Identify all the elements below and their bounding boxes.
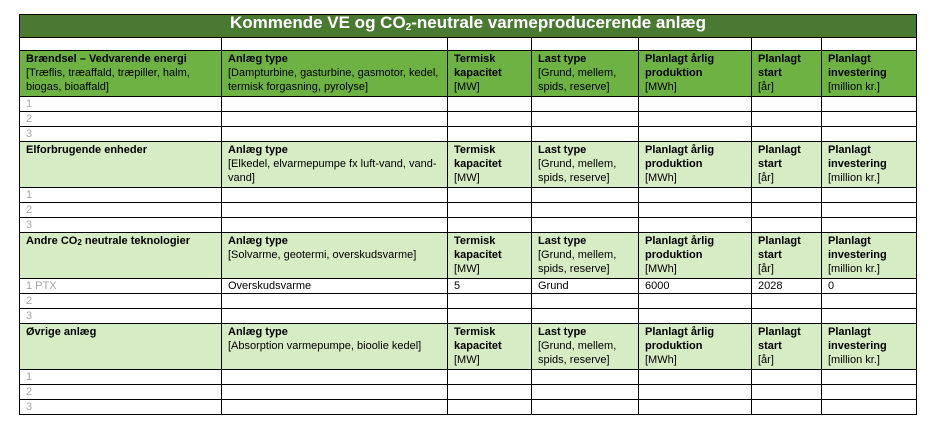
investment-cell[interactable]	[822, 400, 917, 415]
production-cell[interactable]	[639, 400, 752, 415]
anlaeg-cell[interactable]: Overskudsvarme	[222, 279, 448, 294]
anlaeg-type-header: Anlæg type [Absorption varmepumpe, bioolie kedel]	[222, 324, 448, 370]
production-header: Planlagt årlig produktion [MWh]	[639, 142, 752, 188]
table-row	[20, 294, 917, 309]
section-header-oevrige	[20, 324, 917, 370]
load-cell[interactable]: Grund	[532, 279, 639, 294]
investment-header: Planlagt investering [million kr.]	[822, 233, 917, 279]
capacity-cell[interactable]	[448, 188, 532, 203]
production-cell[interactable]	[639, 188, 752, 203]
load-cell[interactable]	[532, 112, 639, 127]
load-type-header: Last type [Grund, mellem, spids, reserve]	[532, 51, 639, 97]
capacity-header: Termisk kapacitet [MW]	[448, 324, 532, 370]
anlaeg-cell[interactable]	[222, 97, 448, 112]
investment-header: Planlagt investering [million kr.]	[822, 51, 917, 97]
table-row	[20, 218, 917, 233]
row-index: 2	[20, 112, 222, 127]
table-row	[20, 370, 917, 385]
investment-cell[interactable]: 0	[822, 279, 917, 294]
table-row	[20, 400, 917, 415]
production-cell[interactable]	[639, 309, 752, 324]
start-cell[interactable]	[752, 97, 822, 112]
capacity-cell[interactable]	[448, 385, 532, 400]
capacity-cell[interactable]	[448, 112, 532, 127]
start-cell[interactable]	[752, 127, 822, 142]
category-cell: Elforbrugende enheder	[20, 142, 222, 188]
production-cell[interactable]	[639, 294, 752, 309]
start-header: Planlagt start [år]	[752, 142, 822, 188]
load-cell[interactable]	[532, 309, 639, 324]
row-index: 1 PTX	[20, 279, 222, 294]
production-cell[interactable]	[639, 127, 752, 142]
anlaeg-cell[interactable]	[222, 294, 448, 309]
anlaeg-cell[interactable]	[222, 112, 448, 127]
table-row	[20, 203, 917, 218]
production-cell[interactable]	[639, 370, 752, 385]
start-header: Planlagt start [år]	[752, 233, 822, 279]
anlaeg-cell[interactable]	[222, 370, 448, 385]
table-row	[20, 188, 917, 203]
anlaeg-cell[interactable]	[222, 385, 448, 400]
investment-cell[interactable]	[822, 218, 917, 233]
table-row	[20, 309, 917, 324]
spacer-row	[20, 38, 917, 51]
production-cell[interactable]	[639, 112, 752, 127]
start-cell[interactable]	[752, 370, 822, 385]
category-cell: Andre $CO_2$ neutrale teknologier	[20, 233, 222, 279]
capacity-cell[interactable]	[448, 400, 532, 415]
start-cell[interactable]	[752, 203, 822, 218]
load-cell[interactable]	[532, 385, 639, 400]
capacity-header: Termisk kapacitet [MW]	[448, 233, 532, 279]
start-cell[interactable]	[752, 218, 822, 233]
production-header: Planlagt årlig produktion [MWh]	[639, 51, 752, 97]
production-cell[interactable]	[639, 218, 752, 233]
table-row	[20, 112, 917, 127]
start-cell[interactable]: 2028	[752, 279, 822, 294]
capacity-cell[interactable]	[448, 370, 532, 385]
load-type-header: Last type [Grund, mellem, spids, reserve]	[532, 324, 639, 370]
section-header-andre-co2	[20, 233, 917, 279]
investment-header: Planlagt investering [million kr.]	[822, 324, 917, 370]
load-cell[interactable]	[532, 400, 639, 415]
table-title: Kommende VE og $CO_2$-neutrale varmeproducerende anlæg	[20, 15, 917, 38]
load-cell[interactable]	[532, 203, 639, 218]
production-header: Planlagt årlig produktion [MWh]	[639, 324, 752, 370]
load-type-header: Last type [Grund, mellem, spids, reserve]	[532, 142, 639, 188]
investment-cell[interactable]	[822, 97, 917, 112]
load-cell[interactable]	[532, 370, 639, 385]
anlaeg-cell[interactable]	[222, 203, 448, 218]
table-row	[20, 127, 917, 142]
anlaeg-cell[interactable]	[222, 127, 448, 142]
start-cell[interactable]	[752, 188, 822, 203]
investment-cell[interactable]	[822, 294, 917, 309]
load-cell[interactable]	[532, 188, 639, 203]
anlaeg-cell[interactable]	[222, 400, 448, 415]
investment-cell[interactable]	[822, 370, 917, 385]
table-row	[20, 385, 917, 400]
planned-plants-table	[19, 14, 917, 415]
investment-header: Planlagt investering [million kr.]	[822, 142, 917, 188]
investment-cell[interactable]	[822, 203, 917, 218]
row-index: 3	[20, 127, 222, 142]
capacity-header: Termisk kapacitet [MW]	[448, 142, 532, 188]
category-cell: Øvrige anlæg	[20, 324, 222, 370]
investment-cell[interactable]	[822, 188, 917, 203]
load-cell[interactable]	[532, 218, 639, 233]
load-cell[interactable]	[532, 127, 639, 142]
capacity-header: Termisk kapacitet [MW]	[448, 51, 532, 97]
start-cell[interactable]	[752, 112, 822, 127]
production-header: Planlagt årlig produktion [MWh]	[639, 233, 752, 279]
production-cell[interactable]	[639, 97, 752, 112]
row-index: 1	[20, 188, 222, 203]
category-cell: Brændsel – Vedvarende energi [Træflis, træaffald, træpiller, halm, biogas, bioaffald]	[20, 51, 222, 97]
start-cell[interactable]	[752, 309, 822, 324]
anlaeg-type-header: Anlæg type [Solvarme, geotermi, overskudsvarme]	[222, 233, 448, 279]
load-cell[interactable]	[532, 97, 639, 112]
production-cell[interactable]	[639, 385, 752, 400]
capacity-cell[interactable]	[448, 97, 532, 112]
anlaeg-type-header: Anlæg type [Elkedel, elvarmepumpe fx luft-vand, vand- vand]	[222, 142, 448, 188]
table-row	[20, 279, 917, 294]
table-title-row	[20, 15, 917, 38]
anlaeg-cell[interactable]	[222, 188, 448, 203]
table-row	[20, 97, 917, 112]
capacity-cell[interactable]	[448, 127, 532, 142]
capacity-cell[interactable]	[448, 294, 532, 309]
investment-cell[interactable]	[822, 112, 917, 127]
row-index: 1	[20, 97, 222, 112]
row-index: 3	[20, 218, 222, 233]
anlaeg-cell[interactable]	[222, 309, 448, 324]
capacity-cell[interactable]: 5	[448, 279, 532, 294]
start-header: Planlagt start [år]	[752, 51, 822, 97]
anlaeg-cell[interactable]	[222, 218, 448, 233]
row-index: 2	[20, 203, 222, 218]
row-index: 3	[20, 400, 222, 415]
capacity-cell[interactable]	[448, 218, 532, 233]
row-index: 2	[20, 294, 222, 309]
capacity-cell[interactable]	[448, 309, 532, 324]
production-cell[interactable]	[639, 203, 752, 218]
row-index: 3	[20, 309, 222, 324]
start-cell[interactable]	[752, 294, 822, 309]
start-cell[interactable]	[752, 385, 822, 400]
section-header-braendsel	[20, 51, 917, 97]
start-cell[interactable]	[752, 400, 822, 415]
investment-cell[interactable]	[822, 309, 917, 324]
row-index: 2	[20, 385, 222, 400]
anlaeg-type-header: Anlæg type [Dampturbine, gasturbine, gasmotor, kedel, termisk forgasning, pyrolyse]	[222, 51, 448, 97]
investment-cell[interactable]	[822, 127, 917, 142]
capacity-cell[interactable]	[448, 203, 532, 218]
row-index: 1	[20, 370, 222, 385]
start-header: Planlagt start [år]	[752, 324, 822, 370]
section-header-elforbrugende	[20, 142, 917, 188]
production-cell[interactable]: 6000	[639, 279, 752, 294]
load-type-header: Last type [Grund, mellem, spids, reserve]	[532, 233, 639, 279]
investment-cell[interactable]	[822, 385, 917, 400]
load-cell[interactable]	[532, 294, 639, 309]
